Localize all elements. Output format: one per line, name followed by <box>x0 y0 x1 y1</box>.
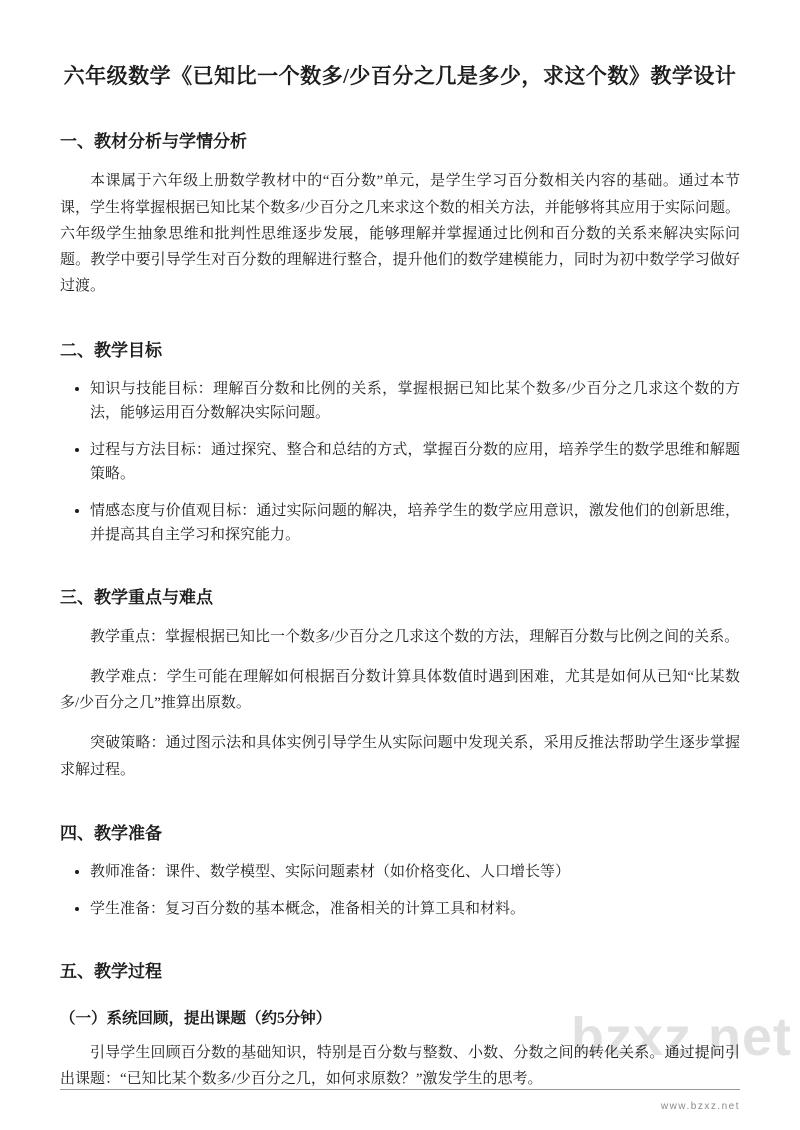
list-item: • 过程与方法目标：通过探究、整合和总结的方式，掌握百分数的应用，培养学生的数学思维和解题策略。 <box>90 438 740 486</box>
footer-url: www.bzxz.net <box>660 1101 740 1112</box>
preparation-list <box>60 860 740 921</box>
section-preparation <box>60 819 740 921</box>
section-teaching-goals <box>60 336 740 547</box>
paragraph: 教学难点：学生可能在理解如何根据百分数计算具体数值时遇到困难，尤其是如何从已知“比某数多/少百分之几”推算出原数。 <box>60 668 740 712</box>
subsection-heading: （一）系统回顾，提出课题（约5分钟） <box>60 1009 332 1027</box>
section-material-analysis <box>60 127 740 299</box>
list-item: • 教师准备：课件、数学模型、实际问题素材（如价格变化、人口增长等） <box>90 860 740 884</box>
list-item: • 学生准备：复习百分数的基本概念，准备相关的计算工具和材料。 <box>90 897 740 921</box>
page-title: 六年级数学《已知比一个数多/少百分之几是多少，求这个数》教学设计 <box>63 64 737 88</box>
paragraph: 本课属于六年级上册数学教材中的“百分数”单元，是学生学习百分数相关内容的基础。通过本节课，学生将掌握根据已知比某个数多/少百分之几来求这个数的相关方法，并能够将其应用于实际问题。六年级学生抽象思维和批判性思维逐步发展，能够理解并掌握通过比例和百分数的关系来解决实际问题。教学中要引导学生对百分数的理解进行整合，提升他们的数学建模能力，同时为初中数学学习做好过渡。 <box>60 173 740 295</box>
paragraph: 引导学生回顾百分数的基础知识，特别是百分数与整数、小数、分数之间的转化关系。通过提问引出课题：“已知比某个数多/少百分之几，如何求原数？”激发学生的思考。 <box>60 1044 740 1088</box>
list-item: • 情感态度与价值观目标：通过实际问题的解决，培养学生的数学应用意识，激发他们的创新思维，并提高其自主学习和探究能力。 <box>90 499 740 547</box>
page-footer <box>60 1089 740 1114</box>
paragraph: 教学重点：掌握根据已知比一个数多/少百分之几求这个数的方法，理解百分数与比例之间的关系。 <box>90 628 740 645</box>
section-heading: 三、教学重点与难点 <box>60 587 213 607</box>
section-heading: 一、教材分析与学情分析 <box>60 132 247 152</box>
section-heading: 二、教学目标 <box>60 340 162 360</box>
watermark-text: bzxz.net <box>570 1007 792 1067</box>
section-heading: 五、教学过程 <box>60 961 162 981</box>
list-item: • 知识与技能目标：理解百分数和比例的关系，掌握根据已知比某个数多/少百分之几求这个数的方法，能够运用百分数解决实际问题。 <box>90 377 740 425</box>
section-key-difficult-points <box>60 583 740 783</box>
goals-list <box>60 377 740 547</box>
section-teaching-process <box>60 957 740 1093</box>
section-heading: 四、教学准备 <box>60 823 162 843</box>
paragraph: 突破策略：通过图示法和具体实例引导学生从实际问题中发现关系，采用反推法帮助学生逐步掌握求解过程。 <box>60 735 740 778</box>
